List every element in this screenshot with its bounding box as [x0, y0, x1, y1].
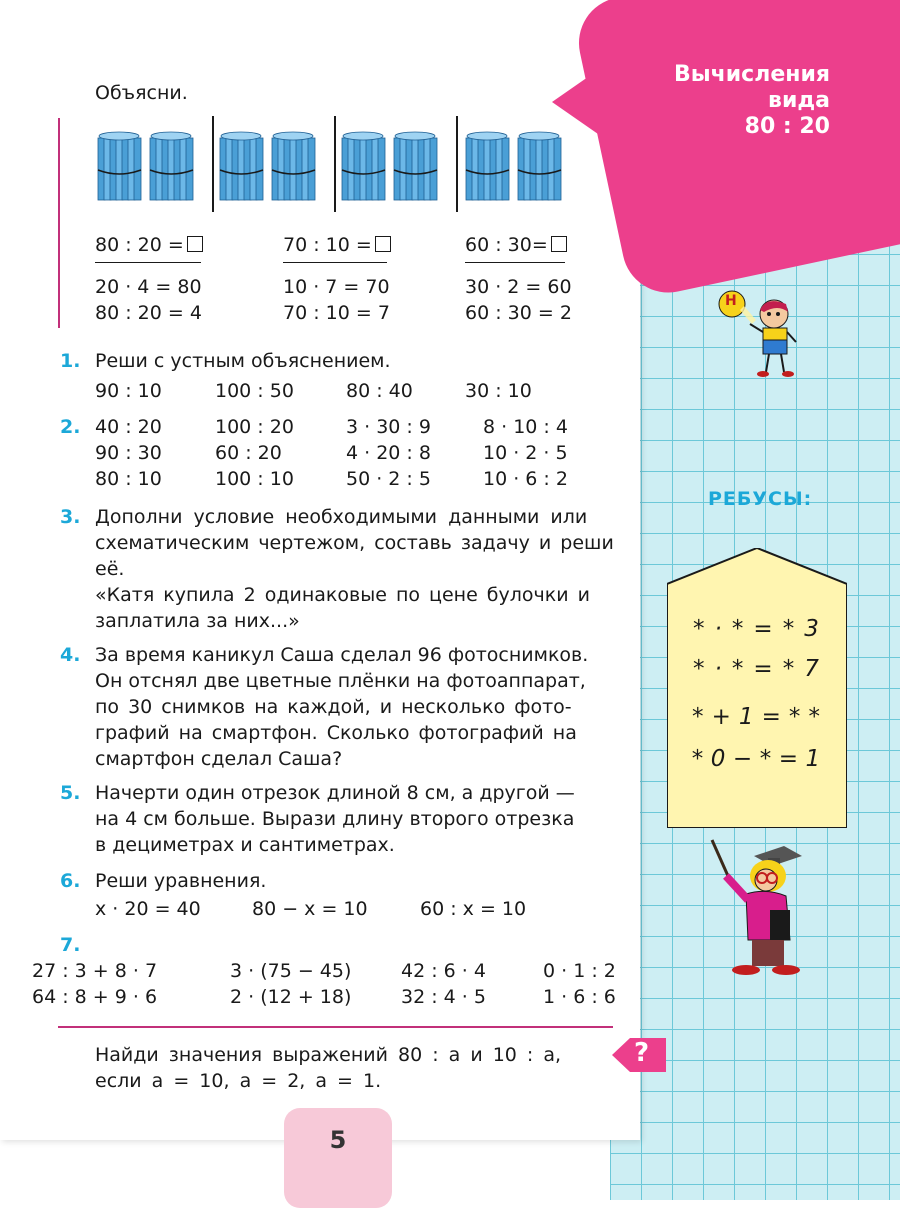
rebus-row-3: * + 1 = * * [692, 704, 820, 730]
exercise-number: 5. [60, 782, 81, 804]
bonus-line1: Найди значения выражений 80 : a и 10 : a, [95, 1044, 562, 1066]
exercise-2-item: 100 : 20 [215, 416, 294, 438]
exercise-7-item: 0 · 1 : 2 [543, 960, 616, 982]
rebus-row-2: * · * = * 7 [693, 656, 819, 682]
exercise-4-line: За время каникул Саша сделал 96 фотоснимков. [95, 644, 589, 666]
intro-check-2a: 10 · 7 = 70 [283, 276, 390, 298]
exercise-4-line: смартфон сделал Саша? [95, 748, 343, 770]
rebus-row-1: * · * = * 3 [693, 616, 819, 642]
intro-task-2: 70 : 10 = [283, 232, 391, 258]
intro-check-1b: 80 : 20 = 4 [95, 302, 202, 324]
exercise-2-item: 90 : 30 [95, 442, 162, 464]
exercise-7-item: 42 : 6 · 4 [401, 960, 486, 982]
answer-box-icon [187, 236, 203, 252]
bonus-divider [58, 1026, 613, 1028]
rebus-title: РЕБУСЫ: [708, 488, 813, 510]
exercise-1-item: 30 : 10 [465, 380, 532, 402]
exercise-3-line: заплатила за них...» [95, 610, 300, 632]
section-title-line2: вида [768, 88, 830, 113]
answer-box-icon [551, 236, 567, 252]
stick-bundles-illustration [96, 128, 576, 210]
bonus-line2: если a = 10, a = 2, a = 1. [95, 1070, 382, 1092]
exercise-7-item: 27 : 3 + 8 · 7 [32, 960, 158, 982]
bundle-separator-2 [334, 116, 336, 212]
exercise-6-item: x · 20 = 40 [95, 898, 201, 920]
exercise-2-item: 50 · 2 : 5 [346, 468, 431, 490]
exercise-3-line: её. [95, 558, 125, 580]
exercise-1-item: 100 : 50 [215, 380, 294, 402]
intro-underline-3 [465, 262, 565, 263]
exercise-4-line: по 30 снимков на каждой, и несколько фото- [95, 696, 572, 718]
page-number: 5 [329, 1126, 347, 1154]
exercise-2-item: 4 · 20 : 8 [346, 442, 431, 464]
exercise-7-item: 2 · (12 + 18) [230, 986, 352, 1008]
exercise-7-item: 64 : 8 + 9 · 6 [32, 986, 158, 1008]
section-title [674, 62, 830, 140]
exercise-7-item: 3 · (75 − 45) [230, 960, 352, 982]
exercise-number: 1. [60, 350, 81, 372]
question-badge-label: ? [634, 1038, 650, 1068]
intro-check-1a: 20 · 4 = 80 [95, 276, 202, 298]
pink-pointer-triangle [552, 70, 598, 134]
explain-label: Объясни. [95, 82, 188, 104]
bundle-separator-3 [456, 116, 458, 212]
exercise-6-item: 60 : x = 10 [420, 898, 527, 920]
intro-check-3a: 30 · 2 = 60 [465, 276, 572, 298]
answer-box-icon [375, 236, 391, 252]
exercise-number: 2. [60, 416, 81, 438]
intro-underline-1 [95, 262, 201, 263]
exercise-2-item: 8 · 10 : 4 [483, 416, 568, 438]
exercise-number: 3. [60, 506, 81, 528]
intro-left-rule [58, 118, 60, 328]
helper-letter: Н [725, 293, 737, 309]
exercise-5-line: в дециметрах и сантиметрах. [95, 834, 395, 856]
section-title-line3: 80 : 20 [744, 114, 830, 139]
exercise-1-item: 90 : 10 [95, 380, 162, 402]
intro-underline-2 [283, 262, 387, 263]
section-title-line1: Вычисления [674, 62, 830, 87]
page-number-tab [284, 1108, 392, 1208]
exercise-number: 7. [60, 934, 81, 956]
exercise-2-item: 100 : 10 [215, 468, 294, 490]
intro-task-3: 60 : 30= [465, 232, 567, 258]
rebus-house-frame [667, 548, 847, 828]
exercise-5-line: на 4 см больше. Вырази длину второго отрезка [95, 808, 575, 830]
exercise-4-line: графий на смартфон. Сколько фотографий на [95, 722, 577, 744]
exercise-1-item: 80 : 40 [346, 380, 413, 402]
exercise-6-item: 80 − x = 10 [252, 898, 368, 920]
exercise-2-item: 60 : 20 [215, 442, 282, 464]
bundle-separator-1 [212, 116, 214, 212]
exercise-number: 6. [60, 870, 81, 892]
exercise-7-item: 1 · 6 : 6 [543, 986, 616, 1008]
exercise-3-line: схематическим чертежом, составь задачу и реши [95, 532, 614, 554]
intro-check-2b: 70 : 10 = 7 [283, 302, 390, 324]
exercise-2-item: 80 : 10 [95, 468, 162, 490]
intro-task-1: 80 : 20 = [95, 232, 203, 258]
exercise-2-item: 10 · 6 : 2 [483, 468, 568, 490]
rebus-row-4: * 0 − * = 1 [691, 746, 821, 772]
exercise-4-line: Он отснял две цветные плёнки на фотоаппарат, [95, 670, 586, 692]
exercise-number: 4. [60, 644, 81, 666]
intro-check-3b: 60 : 30 = 2 [465, 302, 572, 324]
exercise-2-item: 10 · 2 · 5 [483, 442, 568, 464]
exercise-6-text: Реши уравнения. [95, 870, 267, 892]
teacher-character-icon [706, 836, 816, 978]
exercise-7-item: 32 : 4 · 5 [401, 986, 486, 1008]
exercise-2-item: 40 : 20 [95, 416, 162, 438]
exercise-2-item: 3 · 30 : 9 [346, 416, 431, 438]
exercise-3-line: «Катя купила 2 одинаковые по цене булочки и [95, 584, 590, 606]
exercise-1-text: Реши с устным объяснением. [95, 350, 391, 372]
exercise-5-line: Начерти один отрезок длиной 8 см, а другой — [95, 782, 575, 804]
exercise-3-line: Дополни условие необходимыми данными или [95, 506, 588, 528]
